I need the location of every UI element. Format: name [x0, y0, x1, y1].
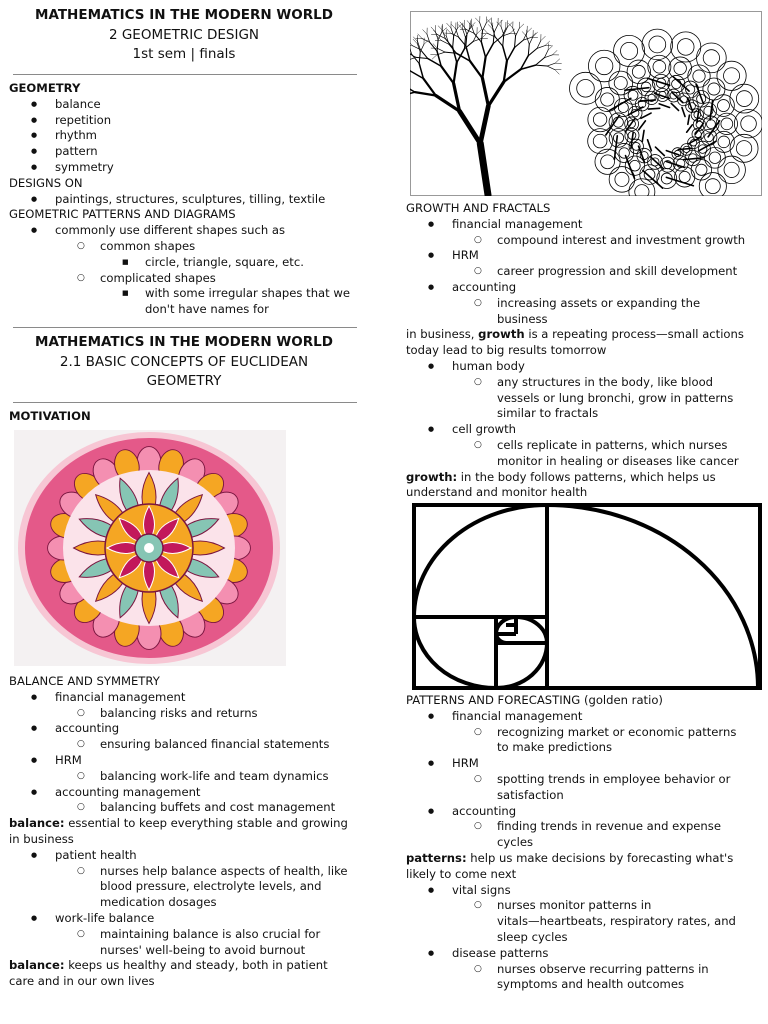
list-item: ● HRM [406, 756, 762, 772]
geometry-section [9, 81, 359, 318]
note-label: balance: [9, 816, 65, 831]
list-item: ● HRM [406, 248, 762, 264]
note-label: growth: [406, 469, 458, 484]
list-item: ● patient health [9, 848, 359, 864]
balance-heading: BALANCE AND SYMMETRY [9, 674, 160, 688]
list-item-text: spotting trends in employee behavior or [497, 771, 731, 786]
list-item: ● HRM [9, 753, 359, 769]
list-item [406, 962, 762, 994]
list-item: ● financial management [406, 217, 762, 233]
list-item-text: cells replicate in patterns, which nurses [497, 437, 728, 452]
geometry-heading: GEOMETRY [9, 81, 81, 95]
note-label: balance: [9, 958, 65, 973]
list-item-text: vessels or lung bronchi, grow in patterns [497, 390, 734, 405]
note-text: in the body follows patterns, which helps us [457, 469, 716, 484]
list-item: ● vital signs [406, 883, 762, 899]
divider [13, 327, 357, 328]
list-item [406, 438, 762, 470]
note-text: is a repeating process—small actions [524, 327, 744, 342]
list-item [9, 286, 359, 318]
note-label: growth [478, 327, 525, 342]
list-item: ● work-life balance [9, 911, 359, 927]
list-item [406, 819, 762, 851]
note-text: understand and monitor health [406, 485, 588, 500]
patterns-heading: PATTERNS AND FORECASTING (golden ratio) [406, 693, 663, 707]
divider [13, 402, 357, 403]
list-item-text: nurses observe recurring patterns in [497, 961, 709, 976]
title-line-1: MATHEMATICS IN THE MODERN WORLD [35, 7, 333, 23]
patterns-section [406, 693, 762, 993]
list-item: ● commonly use different shapes such as [9, 223, 359, 239]
list-item: ● accounting [9, 721, 359, 737]
list-item: ● financial management [406, 709, 762, 725]
title-line-2: 2 GEOMETRIC DESIGN [108, 26, 260, 43]
list-item: ○ balancing work-life and team dynamics [9, 769, 359, 785]
balance-note [9, 816, 359, 848]
list-item: ● symmetry [9, 160, 359, 176]
list-item-text: cycles [497, 835, 534, 850]
title-line-1: MATHEMATICS IN THE MODERN WORLD [35, 334, 333, 350]
motivation-heading: MOTIVATION [9, 409, 91, 423]
list-item: ● human body [406, 359, 762, 375]
list-item-text: nurses help balance aspects of health, like [100, 863, 348, 878]
list-item-text: vitals—heartbeats, respiratory rates, and [497, 914, 736, 929]
note-text: help us make decisions by forecasting what's [466, 850, 734, 865]
patterns-note [406, 851, 762, 883]
list-item [406, 375, 762, 422]
list-item-text: similar to fractals [497, 406, 599, 421]
list-item-text: finding trends in revenue and expense [497, 819, 721, 834]
list-item: ○ balancing buffets and cost management [9, 800, 359, 816]
fractal-tree-image [410, 11, 762, 196]
list-item [406, 898, 762, 945]
balance-note [9, 958, 359, 990]
list-item-text: maintaining balance is also crucial for [100, 926, 321, 941]
list-item-text: nurses' well-being to avoid burnout [100, 942, 306, 957]
list-item: ● financial management [9, 690, 359, 706]
list-item: ● rhythm [9, 128, 359, 144]
note-text: essential to keep everything stable and growing [64, 816, 348, 831]
patterns-heading: GEOMETRIC PATTERNS AND DIAGRAMS [9, 207, 236, 222]
growth-note [406, 327, 762, 359]
note-text: keeps us healthy and steady, both in patient [64, 958, 328, 973]
divider [13, 74, 357, 75]
list-item-text: to make predictions [497, 740, 613, 755]
list-item: ■ circle, triangle, square, etc. [9, 255, 359, 271]
list-item-text: with some irregular shapes that we [145, 286, 350, 301]
growth-section [406, 201, 762, 501]
list-item: ● accounting [406, 280, 762, 296]
list-item: ○ ensuring balanced financial statements [9, 737, 359, 753]
title-line-2: 2.1 BASIC CONCEPTS OF EUCLIDEAN [59, 353, 309, 370]
note-text: today lead to big results tomorrow [406, 343, 607, 358]
list-item [406, 725, 762, 757]
list-item: ○ balancing risks and returns [9, 706, 359, 722]
list-item: ● accounting management [9, 785, 359, 801]
note-text: in business [9, 831, 74, 846]
list-item-text: increasing assets or expanding the [497, 295, 701, 310]
list-item: ● balance [9, 97, 359, 113]
list-item: ○ compound interest and investment growth [406, 233, 762, 249]
list-item-text: don't have names for [145, 302, 269, 317]
title-line-3: 1st sem | finals [132, 46, 236, 62]
list-item: ● pattern [9, 144, 359, 160]
list-item: ● repetition [9, 113, 359, 129]
list-item-text: nurses monitor patterns in [497, 898, 652, 913]
title-line-3: GEOMETRY [146, 373, 222, 389]
list-item [406, 296, 762, 328]
list-item: ○ complicated shapes [9, 271, 359, 287]
section-title [9, 333, 359, 392]
note-text: in business, [406, 327, 479, 342]
list-item [406, 772, 762, 804]
page-title [9, 6, 359, 65]
designs-on-heading: DESIGNS ON [9, 175, 83, 190]
growth-note [406, 470, 762, 502]
list-item-text: recognizing market or economic patterns [497, 724, 737, 739]
list-item-text: sleep cycles [497, 929, 568, 944]
list-item-text: any structures in the body, like blood [497, 374, 714, 389]
list-item: ○ career progression and skill development [406, 264, 762, 280]
list-item [9, 864, 359, 911]
list-item: ● paintings, structures, sculptures, tilling, textile [9, 192, 359, 208]
balance-section [9, 674, 359, 990]
list-item [9, 927, 359, 959]
growth-heading: GROWTH AND FRACTALS [406, 201, 551, 215]
note-text: care and in our own lives [9, 974, 155, 989]
note-label: patterns: [406, 850, 467, 865]
list-item: ○ common shapes [9, 239, 359, 255]
golden-ratio-image [412, 503, 762, 690]
list-item-text: monitor in healing or diseases like cancer [497, 453, 739, 468]
list-item-text: business [497, 311, 548, 326]
note-text: likely to come next [406, 866, 517, 881]
list-item-text: medication dosages [100, 895, 217, 910]
list-item: ● disease patterns [406, 946, 762, 962]
list-item-text: satisfaction [497, 787, 564, 802]
list-item-text: blood pressure, electrolyte levels, and [100, 879, 322, 894]
list-item: ● cell growth [406, 422, 762, 438]
list-item-text: symptoms and health outcomes [497, 977, 685, 992]
list-item: ● accounting [406, 804, 762, 820]
mandala-image [14, 430, 286, 666]
